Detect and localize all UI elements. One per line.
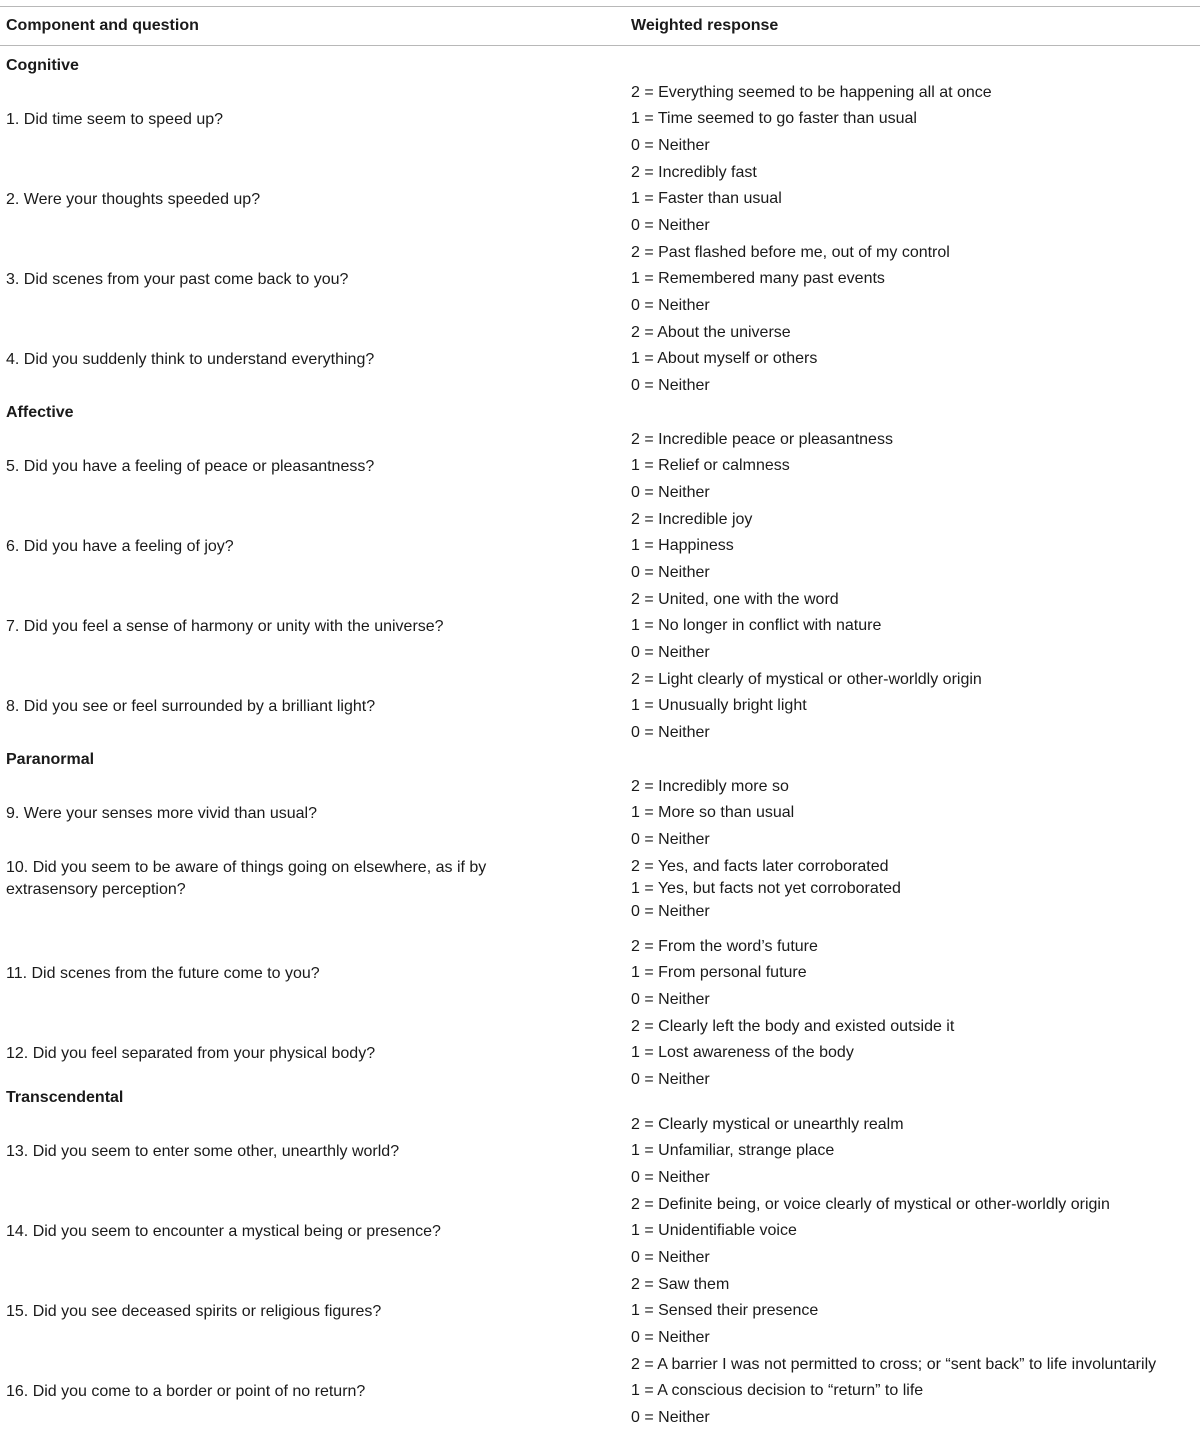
question-4: 4. Did you suddenly think to understand everything? xyxy=(6,351,375,369)
response-option: 0 = Neither xyxy=(631,902,710,920)
response-option: 1 = Yes, but facts not yet corroborated xyxy=(631,880,901,897)
response-option: 2 = Incredibly fast xyxy=(631,163,757,181)
response-option: 2 = Clearly mystical or unearthly realm xyxy=(631,1115,904,1133)
response-option: 1 = About myself or others xyxy=(631,350,818,368)
question-3: 3. Did scenes from your past come back to you? xyxy=(6,271,349,289)
response-option: 0 = Neither xyxy=(631,563,710,581)
question-1: 1. Did time seem to speed up? xyxy=(6,111,224,129)
response-option: 0 = Neither xyxy=(631,1248,710,1266)
question-15: 15. Did you see deceased spirits or religious figures? xyxy=(6,1303,382,1321)
response-option: 2 = Everything seemed to be happening all at once xyxy=(631,83,992,101)
question-13: 13. Did you seem to enter some other, unearthly world? xyxy=(6,1143,400,1161)
response-option: 2 = Definite being, or voice clearly of mystical or other-worldly origin xyxy=(631,1195,1110,1213)
question-10: 10. Did you seem to be aware of things going on elsewhere, as if by extrasensory perception? xyxy=(6,858,487,898)
section-title-paranormal: Paranormal xyxy=(6,751,95,768)
response-option: 0 = Neither xyxy=(631,990,710,1008)
response-option: 1 = Happiness xyxy=(631,537,734,555)
section-title-cognitive: Cognitive xyxy=(6,57,79,74)
column-header-component-and-question: Component and question xyxy=(6,17,199,34)
response-option: 1 = From personal future xyxy=(631,964,807,982)
response-option: 0 = Neither xyxy=(631,830,710,848)
response-option: 0 = Neither xyxy=(631,296,710,314)
response-option: 2 = Clearly left the body and existed outside it xyxy=(631,1017,955,1035)
question-16: 16. Did you come to a border or point of no return? xyxy=(6,1383,366,1401)
response-option: 0 = Neither xyxy=(631,216,710,234)
question-5: 5. Did you have a feeling of peace or pleasantness? xyxy=(6,458,375,476)
response-option: 1 = No longer in conflict with nature xyxy=(631,617,882,635)
response-option: 2 = United, one with the word xyxy=(631,590,839,608)
response-option: 0 = Neither xyxy=(631,723,710,741)
response-option: 1 = Unusually bright light xyxy=(631,697,807,715)
question-2: 2. Were your thoughts speeded up? xyxy=(6,191,261,209)
response-option: 2 = A barrier I was not permitted to cross; or “sent back” to life involuntarily xyxy=(631,1355,1157,1373)
response-option: 0 = Neither xyxy=(631,643,710,661)
response-option: 1 = A conscious decision to “return” to life xyxy=(631,1382,924,1400)
question-8: 8. Did you see or feel surrounded by a brilliant light? xyxy=(6,698,376,716)
column-header-weighted-response: Weighted response xyxy=(631,17,779,34)
response-option: 2 = From the word’s future xyxy=(631,937,818,955)
question-11: 11. Did scenes from the future come to you? xyxy=(6,965,320,983)
response-option: 0 = Neither xyxy=(631,136,710,154)
question-14: 14. Did you seem to encounter a mystical being or presence? xyxy=(6,1223,441,1241)
table-top-rule xyxy=(0,6,1200,7)
response-option: 2 = Yes, and facts later corroborated xyxy=(631,857,889,875)
response-option: 1 = Time seemed to go faster than usual xyxy=(631,110,917,128)
question-12: 12. Did you feel separated from your physical body? xyxy=(6,1045,376,1063)
question-7: 7. Did you feel a sense of harmony or unity with the universe? xyxy=(6,618,444,636)
response-option: 0 = Neither xyxy=(631,483,710,501)
response-option: 0 = Neither xyxy=(631,1328,710,1346)
response-option: 1 = Unidentifiable voice xyxy=(631,1222,797,1240)
response-option: 1 = Sensed their presence xyxy=(631,1302,819,1320)
response-option: 2 = Saw them xyxy=(631,1275,730,1293)
response-option: 1 = Faster than usual xyxy=(631,190,782,208)
response-option: 0 = Neither xyxy=(631,1408,710,1426)
response-option: 2 = Incredible peace or pleasantness xyxy=(631,430,893,448)
response-option: 1 = Remembered many past events xyxy=(631,270,885,288)
response-option: 1 = Unfamiliar, strange place xyxy=(631,1142,835,1160)
question-9: 9. Were your senses more vivid than usual? xyxy=(6,805,317,823)
response-option: 1 = More so than usual xyxy=(631,804,795,822)
response-option: 2 = Incredible joy xyxy=(631,510,753,528)
section-title-affective: Affective xyxy=(6,404,74,421)
section-title-transcendental: Transcendental xyxy=(6,1089,124,1106)
response-option: 0 = Neither xyxy=(631,1168,710,1186)
response-option: 2 = Incredibly more so xyxy=(631,777,789,795)
response-option: 1 = Relief or calmness xyxy=(631,457,790,475)
response-option: 2 = About the universe xyxy=(631,323,791,341)
question-6: 6. Did you have a feeling of joy? xyxy=(6,538,234,556)
response-option: 2 = Light clearly of mystical or other-worldly origin xyxy=(631,670,982,688)
response-option: 2 = Past flashed before me, out of my control xyxy=(631,243,950,261)
response-option: 0 = Neither xyxy=(631,376,710,394)
response-option: 0 = Neither xyxy=(631,1070,710,1088)
response-option: 1 = Lost awareness of the body xyxy=(631,1044,854,1062)
header-bottom-rule xyxy=(0,45,1200,46)
